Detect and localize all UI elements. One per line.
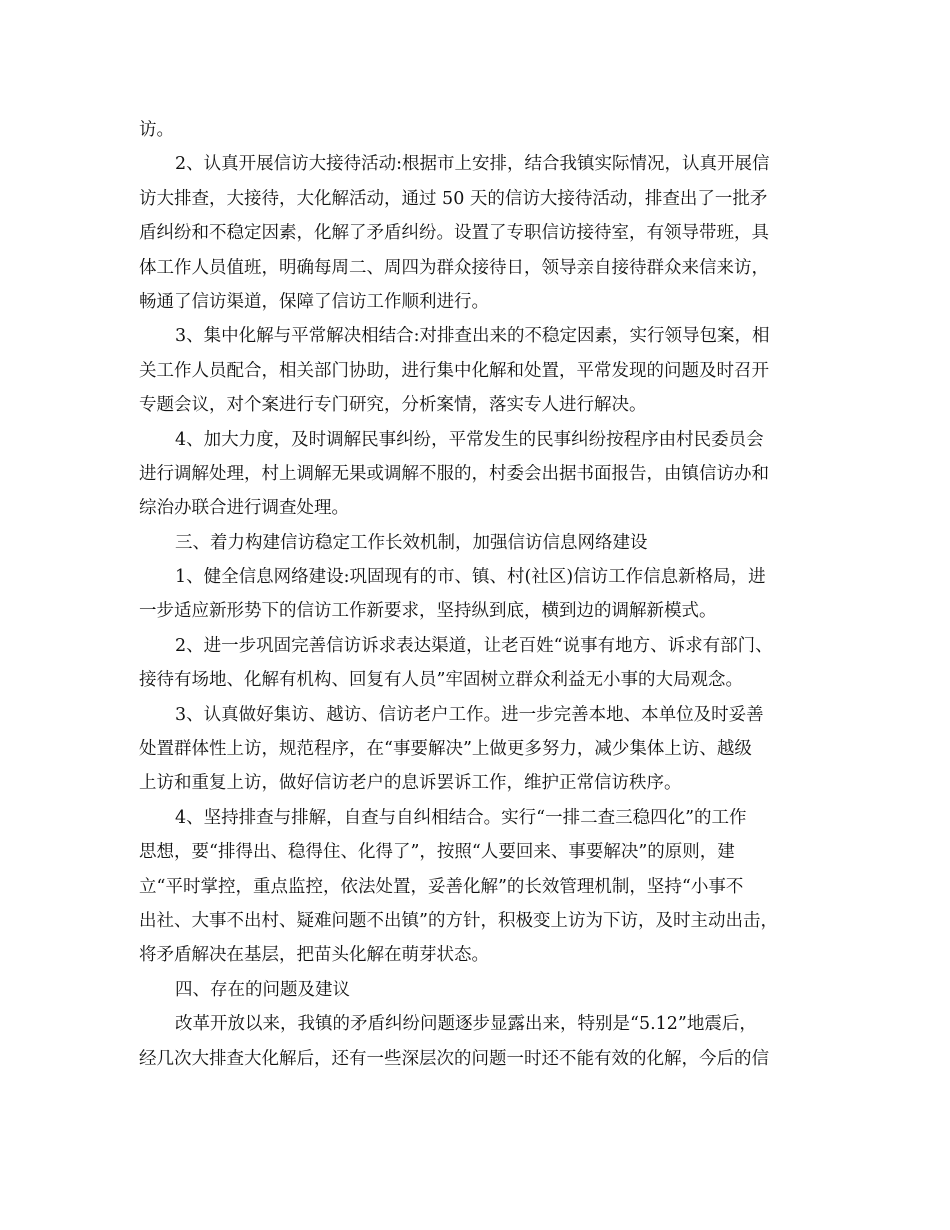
text-line: 综治办联合进行调查处理。 (139, 498, 349, 519)
text-line: 思想，要“排得出、稳得住、化得了”，按照“人要回来、事要解决”的原则，建 (139, 842, 735, 863)
text-line: 处置群体性上访，规范程序，在“事要解决”上做更多努力，减少集体上访、越级 (139, 739, 752, 760)
section-heading: 四、存在的问题及建议 (175, 979, 350, 1000)
paragraph-first-line: 3、认真做好集访、越访、信访老户工作。进一步完善本地、本单位及时妥善 (175, 704, 764, 725)
document-body (139, 113, 814, 1076)
text-line: 访。 (139, 120, 174, 140)
text-line: 将矛盾解决在基层，把苗头化解在萌芽状态。 (139, 945, 489, 966)
text-line: 关工作人员配合，相关部门协助，进行集中化解和处置，平常发现的问题及时召开 (139, 360, 769, 381)
text-line: 一步适应新形势下的信访工作新要求，坚持纵到底，横到边的调解新模式。 (139, 601, 717, 622)
paragraph-first-line: 2、进一步巩固完善信访诉求表达渠道，让老百姓“说事有地方、诉求有部门、 (175, 635, 773, 656)
paragraph-first-line: 4、坚持排查与排解，自查与自纠相结合。实行“一排二查三稳四化”的工作 (175, 807, 747, 828)
text-line: 专题会议，对个案进行专门研究，分析案情，落实专人进行解决。 (139, 395, 647, 416)
section-heading: 三、着力构建信访稳定工作长效机制，加强信访信息网络建设 (175, 532, 648, 553)
paragraph-first-line: 2、认真开展信访大接待活动:根据市上安排，结合我镇实际情况，认真开展信 (175, 154, 770, 175)
text-line: 出社、大事不出村、疑难问题不出镇”的方针，积极变上访为下访，及时主动出击， (139, 910, 778, 931)
paragraph-first-line: 3、集中化解与平常解决相结合:对排查出来的不稳定因素，实行领导包案，相 (175, 326, 770, 347)
paragraph-first-line: 1、健全信息网络建设:巩固现有的市、镇、村(社区)信访工作信息新格局，进 (175, 567, 766, 588)
paragraph-first-line: 4、加大力度，及时调解民事纠纷，平常发生的民事纠纷按程序由村民委员会 (175, 429, 764, 450)
paragraph-first-line: 改革开放以来，我镇的矛盾纠纷问题逐步显露出来，特别是“5.12”地震后， (175, 1014, 757, 1035)
text-line: 接待有场地、化解有机构、回复有人员”牢固树立群众利益无小事的大局观念。 (139, 670, 743, 691)
text-line: 经几次大排查大化解后，还有一些深层次的问题一时还不能有效的化解，今后的信 (139, 1048, 769, 1069)
text-line: 盾纠纷和不稳定因素，化解了矛盾纠纷。设置了专职信访接待室，有领导带班，具 (139, 223, 769, 244)
text-line: 进行调解处理，村上调解无果或调解不服的，村委会出据书面报告，由镇信访办和 (139, 463, 769, 484)
text-line: 畅通了信访渠道，保障了信访工作顺利进行。 (139, 291, 489, 312)
text-line: 体工作人员值班，明确每周二、周四为群众接待日，领导亲自接待群众来信来访， (139, 257, 769, 278)
text-line: 访大排查，大接待，大化解活动，通过 50 天的信访大接待活动，排查出了一批矛 (139, 188, 768, 209)
text-line: 立“平时掌控，重点监控，依法处置，妥善化解”的长效管理机制，坚持“小事不 (139, 876, 744, 897)
text-line: 上访和重复上访，做好信访老户的息诉罢诉工作，维护正常信访秩序。 (139, 773, 682, 794)
